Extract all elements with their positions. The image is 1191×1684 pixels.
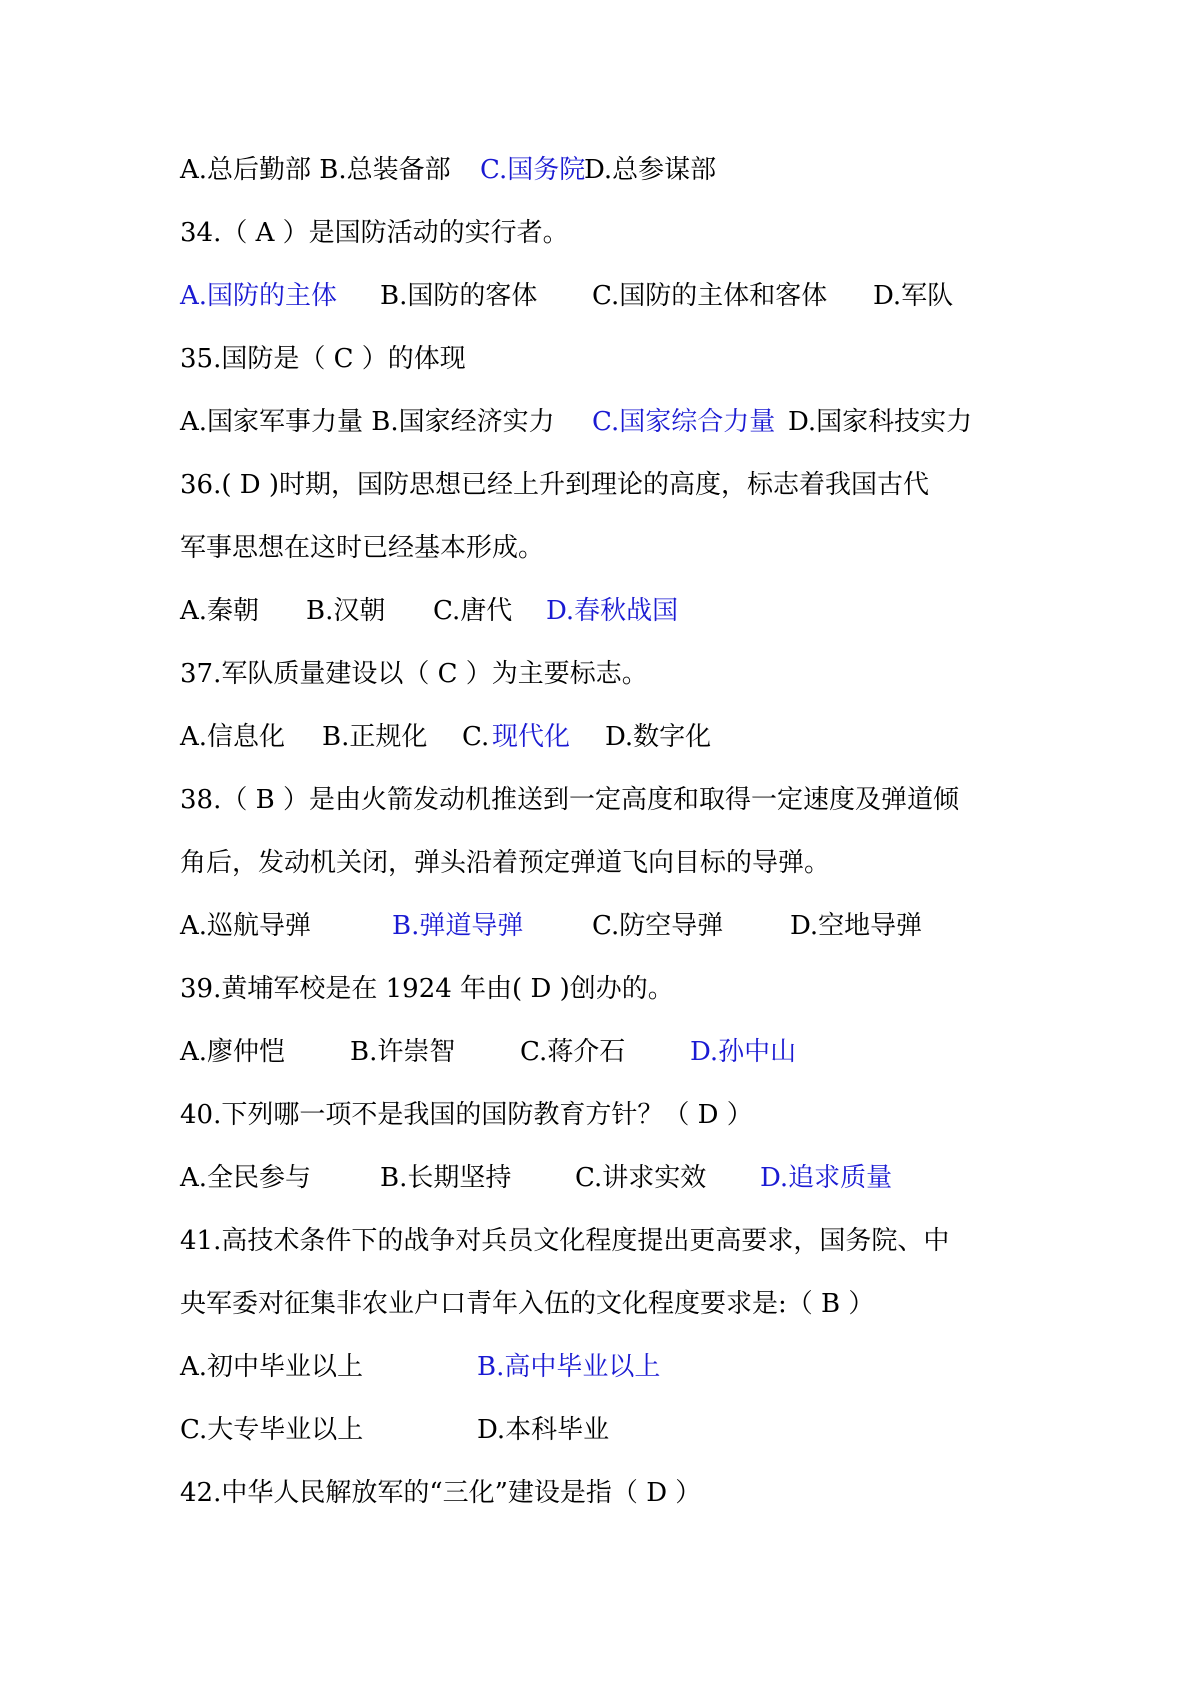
option-c-letter: C.	[462, 722, 490, 752]
option-line-33	[180, 150, 1031, 190]
answer-option: C.国务院	[480, 155, 586, 185]
option-line-36	[180, 591, 1031, 631]
question-34	[180, 213, 1031, 253]
question-text: 央军委对征集非农业户口青年入伍的文化程度要求是:（ B ）	[180, 1289, 875, 1319]
option-a: A.信息化	[180, 722, 286, 752]
option-line-41-cd	[180, 1410, 1031, 1450]
question-text: 角后，发动机关闭，弹头沿着预定弹道飞向目标的导弹。	[180, 848, 831, 878]
option-d: D.数字化	[605, 722, 712, 752]
option-c: C.讲求实效	[575, 1163, 707, 1193]
option-c: C.国防的主体和客体	[592, 281, 828, 311]
question-38	[180, 780, 1031, 820]
option-a: A.廖仲恺	[180, 1037, 286, 1067]
option-line-35	[180, 402, 1031, 442]
answer-option: D.春秋战国	[546, 596, 679, 626]
question-text: 40.下列哪一项不是我国的国防教育方针？（ D ）	[180, 1100, 753, 1130]
option-line-38	[180, 906, 1031, 946]
option-text: D.国家科技实力	[788, 407, 973, 437]
answer-option: D.追求质量	[760, 1163, 893, 1193]
answer-option: D.孙中山	[690, 1037, 797, 1067]
option-b: B.正规化	[322, 722, 428, 752]
answer-option: 现代化	[492, 722, 571, 752]
option-line-40	[180, 1158, 1031, 1198]
question-text: 41.高技术条件下的战争对兵员文化程度提出更高要求，国务院、中	[180, 1226, 950, 1256]
option-d: D.本科毕业	[477, 1415, 610, 1445]
question-text: 36.( D )时期，国防思想已经上升到理论的高度，标志着我国古代	[180, 470, 930, 500]
answer-option: A.国防的主体	[180, 281, 338, 311]
question-38-continued	[180, 843, 1031, 883]
question-41-continued	[180, 1284, 1031, 1324]
option-line-37	[180, 717, 1031, 757]
option-d: D.空地导弹	[790, 911, 923, 941]
option-b: B.汉朝	[306, 596, 386, 626]
option-d: D.军队	[873, 281, 954, 311]
question-35	[180, 339, 1031, 379]
question-42	[180, 1473, 1031, 1513]
question-text: 42.中华人民解放军的“三化”建设是指（ D ）	[180, 1478, 702, 1508]
option-a: A.秦朝	[180, 596, 260, 626]
answer-option: C.国家综合力量	[592, 407, 776, 437]
question-text: 37.军队质量建设以（ C ）为主要标志。	[180, 659, 648, 689]
question-text: 39.黄埔军校是在 1924 年由( D )创办的。	[180, 974, 674, 1004]
question-text: 34.（ A ）是国防活动的实行者。	[180, 218, 569, 248]
option-text: A.总后勤部 B.总装备部	[180, 155, 451, 185]
option-line-34	[180, 276, 1031, 316]
option-b: B.长期坚持	[380, 1163, 512, 1193]
question-text: 军事思想在这时已经基本形成。	[180, 533, 545, 563]
answer-option: B.弹道导弹	[392, 911, 524, 941]
option-line-41-ab	[180, 1347, 1031, 1387]
option-a: A.全民参与	[180, 1163, 312, 1193]
option-b: B.许崇智	[350, 1037, 456, 1067]
question-text: 38.（ B ）是由火箭发动机推送到一定高度和取得一定速度及弹道倾	[180, 785, 959, 815]
option-a: A.初中毕业以上	[180, 1352, 364, 1382]
option-a: A.巡航导弹	[180, 911, 312, 941]
question-36	[180, 465, 1031, 505]
option-c: C.防空导弹	[592, 911, 724, 941]
option-b: B.国防的客体	[380, 281, 538, 311]
option-c: C.大专毕业以上	[180, 1415, 364, 1445]
option-text: A.国家军事力量 B.国家经济实力	[180, 407, 555, 437]
question-40	[180, 1095, 1031, 1135]
option-c: C.唐代	[433, 596, 513, 626]
option-c: C.蒋介石	[520, 1037, 626, 1067]
question-41	[180, 1221, 1031, 1261]
option-text: D.总参谋部	[584, 155, 717, 185]
option-line-39	[180, 1032, 1031, 1072]
answer-option: B.高中毕业以上	[477, 1352, 661, 1382]
question-37	[180, 654, 1031, 694]
question-36-continued	[180, 528, 1031, 568]
question-text: 35.国防是（ C ）的体现	[180, 344, 466, 374]
question-39	[180, 969, 1031, 1009]
